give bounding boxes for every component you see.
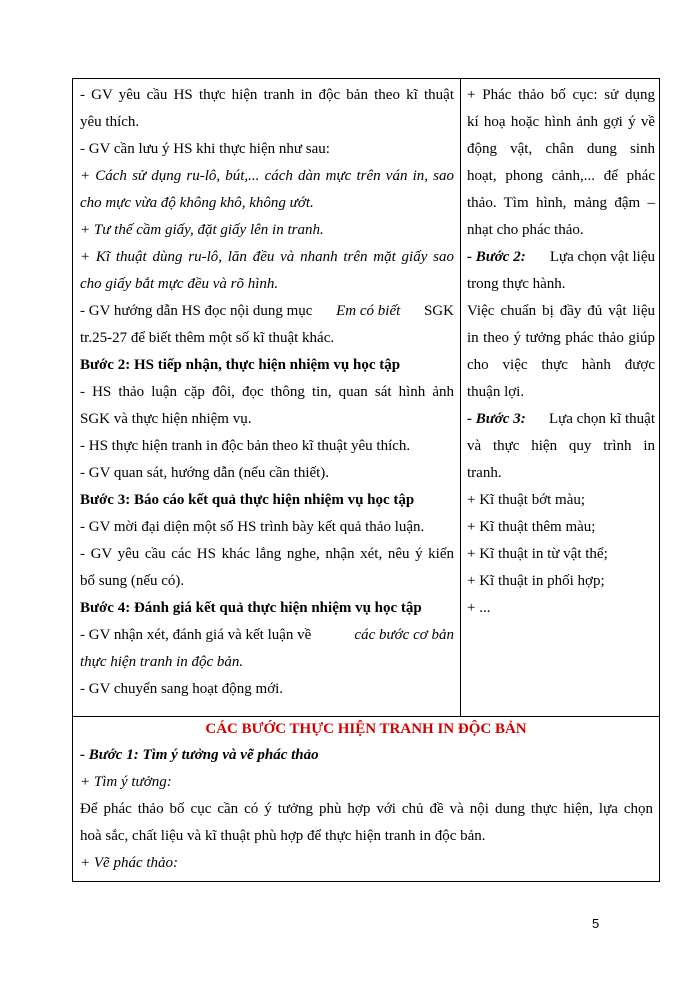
page-number: 5 xyxy=(592,916,600,931)
lesson-table xyxy=(72,78,660,882)
text-line xyxy=(80,625,454,645)
text-line: - GV chuyển sang hoạt động mới. xyxy=(80,681,284,697)
text-segment-italic: các bước cơ bản xyxy=(354,627,454,643)
text-line xyxy=(467,409,655,429)
text-segment: SGK xyxy=(423,303,454,319)
text-line: thuận lợi. xyxy=(467,384,525,400)
teacher-activity-column xyxy=(73,79,461,716)
text-line: - HS thảo luận cặp đôi, đọc thông tin, quan sát hình ảnh xyxy=(80,384,454,400)
text-line: và thực hiện quy trình in xyxy=(467,438,655,454)
text-line: thảo. Tìm hình, mảng đậm – xyxy=(467,195,655,211)
list-item: + Kĩ thuật bớt màu; xyxy=(467,492,586,508)
text-line: - GV yêu cầu HS thực hiện tranh in độc bản theo kĩ thuật xyxy=(80,87,454,103)
text-segment: - GV hướng dẫn HS đọc nội dung mục xyxy=(80,303,313,319)
text-line: - HS thực hiện tranh in độc bản theo kĩ thuật yêu thích. xyxy=(80,438,411,454)
text-line: hoà sắc, chất liệu và kĩ thuật phù hợp để thực hiện tranh in độc bản. xyxy=(80,828,486,844)
text-line: động vật, chân dung sinh xyxy=(467,141,655,157)
text-line: thực hiện tranh in độc bản. xyxy=(80,654,244,670)
text-segment: Lựa chọn vật liệu xyxy=(549,249,655,265)
list-item: + Kĩ thuật in từ vật thể; xyxy=(467,546,608,562)
text-line xyxy=(80,301,454,321)
list-item: + ... xyxy=(467,600,491,616)
section-reference: Em có biết xyxy=(336,303,401,319)
text-line: cho mực vừa độ không khô, không ướt. xyxy=(80,195,314,211)
text-line: cho việc thực hành được xyxy=(467,357,655,373)
step-heading: Bước 3: Báo cáo kết quả thực hiện nhiệm vụ học tập xyxy=(80,492,415,508)
expected-product-column xyxy=(461,79,660,716)
text-line: tranh. xyxy=(467,465,502,481)
text-line: kí hoạ hoặc hình ảnh gợi ý về xyxy=(467,114,655,130)
text-line: cho giấy bắt mực đều và rõ hình. xyxy=(80,276,279,292)
text-line: - GV yêu cầu các HS khác lắng nghe, nhận xét, nêu ý kiến xyxy=(80,546,454,562)
text-line: SGK và thực hiện nhiệm vụ. xyxy=(80,411,252,427)
text-segment: Lựa chọn kĩ thuật xyxy=(548,411,655,427)
text-line: + Phác thảo bố cục: sử dụng xyxy=(467,87,655,103)
text-line: - GV cần lưu ý HS khi thực hiện như sau: xyxy=(80,141,330,157)
list-item: + Kĩ thuật in phối hợp; xyxy=(467,573,605,589)
text-line: hoạt, phong cảnh,... để phác xyxy=(467,168,655,184)
text-line: - GV quan sát, hướng dẫn (nếu cần thiết). xyxy=(80,465,330,481)
text-line: + Tìm ý tưởng: xyxy=(80,774,172,790)
text-line: Để phác thảo bố cục cần có ý tưởng phù hợp với chủ đề và nội dung thực hiện, lựa chọn xyxy=(80,801,653,817)
step-label: - Bước 2: xyxy=(467,249,526,265)
text-line: + Tư thế cầm giấy, đặt giấy lên in tranh. xyxy=(80,222,324,238)
section-heading: CÁC BƯỚC THỰC HIỆN TRANH IN ĐỘC BẢN xyxy=(205,721,527,737)
text-line: + Kĩ thuật dùng ru-lô, lăn đều và nhanh trên mặt giấy sao xyxy=(80,249,454,265)
text-line: bổ sung (nếu có). xyxy=(80,573,185,589)
text-line: tr.25-27 để biết thêm một số kĩ thuật khác. xyxy=(80,330,335,346)
row-divider xyxy=(73,716,659,717)
text-line xyxy=(467,247,655,267)
text-line: in theo ý tưởng phác thảo giúp xyxy=(467,330,655,346)
step-heading: - Bước 1: Tìm ý tưởng và vẽ phác thảo xyxy=(80,747,319,763)
text-line: - GV mời đại diện một số HS trình bày kết quả thảo luận. xyxy=(80,519,425,535)
list-item: + Kĩ thuật thêm màu; xyxy=(467,519,596,535)
text-line: + Vẽ phác thảo: xyxy=(80,855,179,871)
step-heading: Bước 2: HS tiếp nhận, thực hiện nhiệm vụ học tập xyxy=(80,357,401,373)
text-line: nhạt cho phác thảo. xyxy=(467,222,584,238)
step-heading: Bước 4: Đánh giá kết quả thực hiện nhiệm vụ học tập xyxy=(80,600,422,616)
text-segment: - GV nhận xét, đánh giá và kết luận về xyxy=(80,627,312,643)
text-line: trong thực hành. xyxy=(467,276,566,292)
text-line: yêu thích. xyxy=(80,114,140,130)
text-line: Việc chuẩn bị đầy đủ vật liệu xyxy=(467,303,655,319)
text-line: + Cách sử dụng ru-lô, bút,... cách dàn mực trên ván in, sao xyxy=(80,168,454,184)
step-label: - Bước 3: xyxy=(467,411,526,427)
